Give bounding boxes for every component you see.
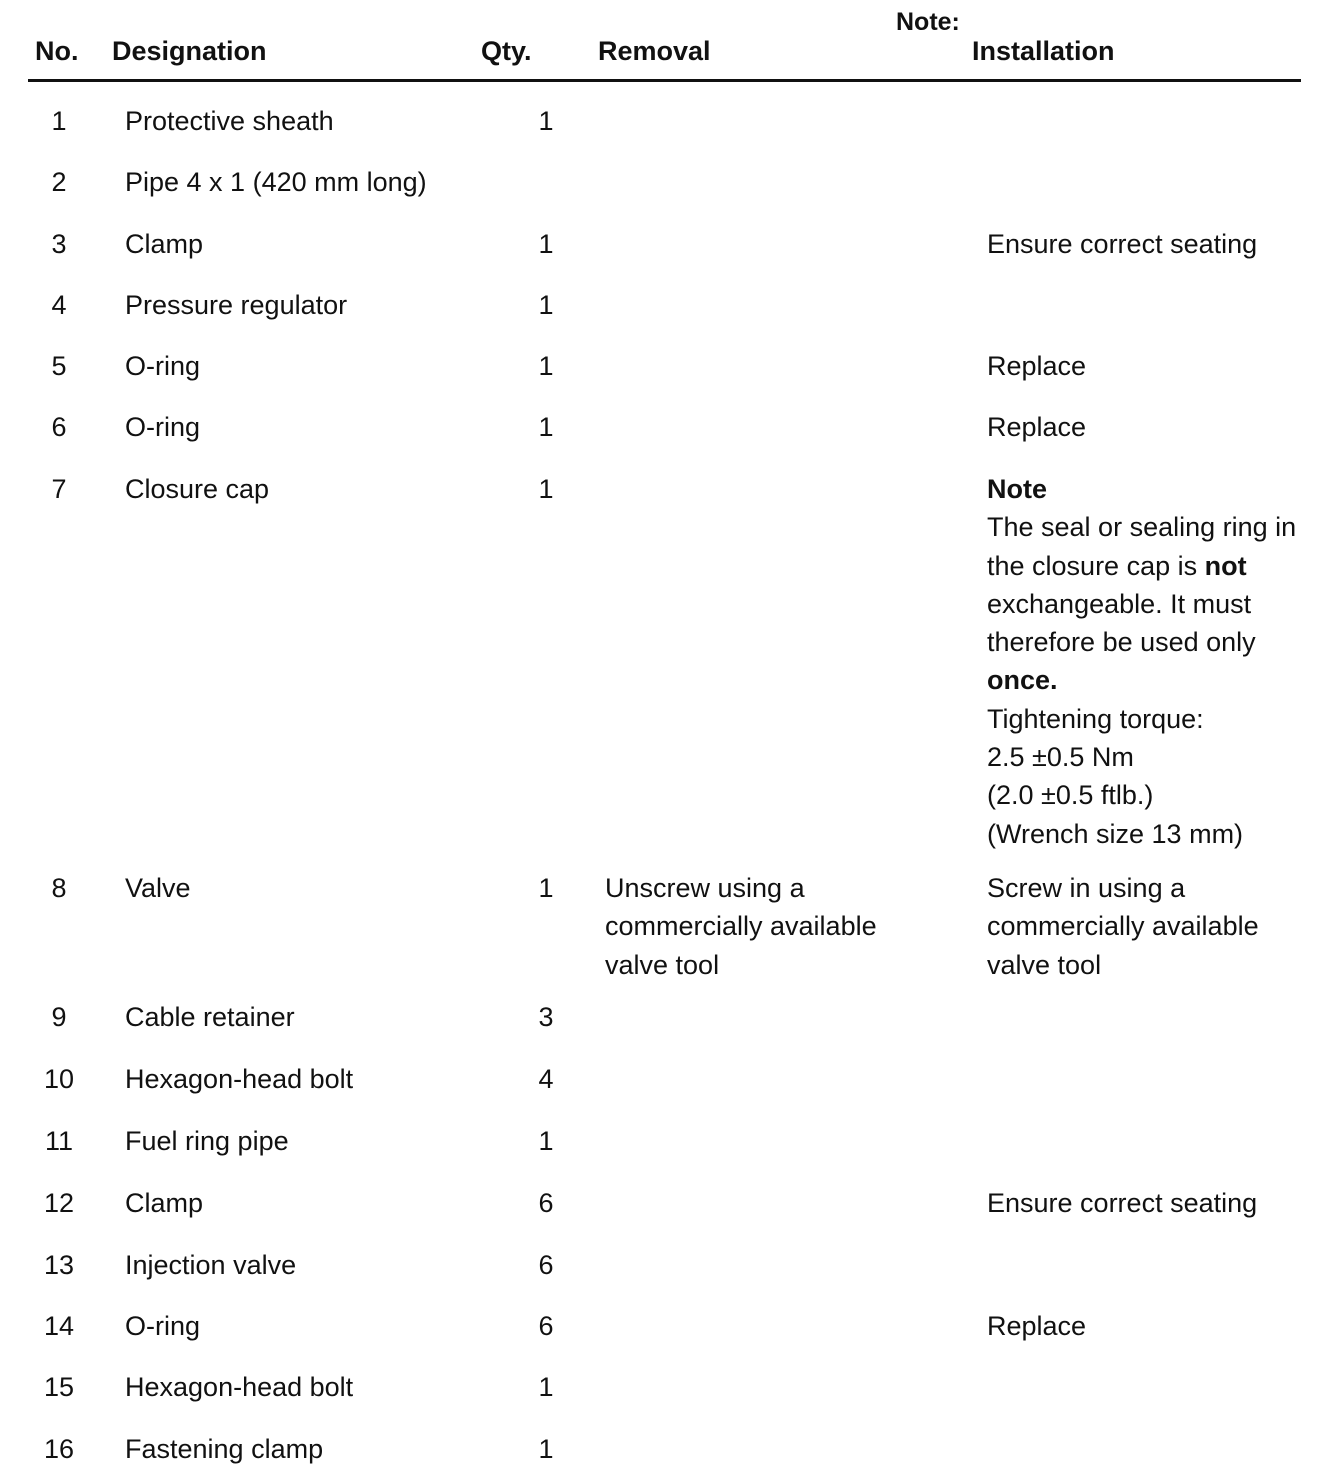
row-designation: Pressure regulator (125, 290, 348, 320)
row-designation: Cable retainer (125, 1002, 295, 1032)
row-designation: Injection valve (125, 1250, 297, 1280)
row-number: 5 (51, 351, 67, 381)
row-number: 15 (43, 1372, 75, 1402)
row-quantity: 1 (538, 229, 554, 259)
row-quantity: 1 (538, 1434, 554, 1464)
row-number: 12 (43, 1188, 75, 1218)
column-header-qty: Qty. (481, 36, 532, 66)
row-designation: Hexagon-head bolt (125, 1064, 354, 1094)
row-quantity: 1 (538, 290, 554, 320)
torque-label: Tightening torque: (987, 703, 1204, 734)
header-divider (28, 79, 1301, 82)
row-number: 14 (43, 1311, 75, 1341)
row-quantity: 6 (538, 1188, 554, 1218)
wrench-size: (Wrench size 13 mm) (987, 818, 1244, 849)
row-number: 13 (43, 1250, 75, 1280)
row-number: 16 (43, 1434, 75, 1464)
row-designation: Clamp (125, 229, 204, 259)
note-text-period: . (1050, 665, 1058, 696)
note-bold-once: once (987, 665, 1051, 696)
row-designation: Closure cap (125, 474, 270, 504)
row-number: 4 (51, 290, 67, 320)
row-designation: O-ring (125, 1311, 201, 1341)
note-text (987, 508, 1307, 699)
column-header-installation: Installation (972, 36, 1115, 66)
note-text-part: exchangeable. It must therefore be used only (987, 588, 1256, 658)
note-heading: Note (987, 474, 1047, 504)
row-quantity: 1 (538, 1372, 554, 1402)
column-header-note: Note: (896, 8, 960, 36)
row-designation: Hexagon-head bolt (125, 1372, 354, 1402)
row-number: 1 (51, 106, 67, 136)
column-header-no: No. (35, 36, 79, 66)
row-quantity: 1 (538, 106, 554, 136)
torque-ftlb: (2.0 ±0.5 ftlb.) (987, 780, 1154, 811)
row-installation: Replace (987, 351, 1087, 381)
row-designation: Fastening clamp (125, 1434, 324, 1464)
column-header-designation: Designation (112, 36, 267, 66)
row-quantity: 6 (538, 1250, 554, 1280)
row-designation: O-ring (125, 351, 201, 381)
row-quantity: 6 (538, 1311, 554, 1341)
note-text-part: The seal or sealing ring in the closure cap is (987, 512, 1297, 581)
row-installation: Screw in using a commercially available valve tool (987, 873, 1259, 980)
row-number: 6 (51, 412, 67, 442)
row-number: 11 (44, 1126, 74, 1156)
row-installation: Replace (987, 1311, 1087, 1341)
row-quantity: 1 (538, 1126, 554, 1156)
row-quantity: 1 (538, 412, 554, 442)
row-quantity: 1 (538, 351, 554, 381)
row-quantity: 3 (538, 1002, 554, 1032)
column-header-removal: Removal (598, 36, 711, 66)
row-number: 9 (51, 1002, 67, 1032)
row-number: 2 (51, 167, 67, 197)
row-number: 7 (51, 474, 67, 504)
row-installation-note (987, 470, 1307, 853)
row-installation: Ensure correct seating (987, 1188, 1258, 1218)
torque-nm: 2.5 ±0.5 Nm (987, 742, 1134, 773)
row-number: 3 (51, 229, 67, 259)
row-removal: Unscrew using a commercially available valve tool (605, 873, 877, 980)
row-designation: Clamp (125, 1188, 204, 1218)
row-designation: Valve (125, 873, 191, 903)
note-bold-not: not (1204, 550, 1247, 581)
row-installation: Replace (987, 412, 1087, 442)
row-number: 8 (51, 873, 67, 903)
row-designation: Pipe 4 x 1 (420 mm long) (125, 167, 427, 197)
row-installation: Ensure correct seating (987, 229, 1258, 259)
row-quantity: 4 (538, 1064, 554, 1094)
row-quantity: 1 (538, 474, 554, 504)
row-designation: Protective sheath (125, 106, 334, 136)
row-quantity: 1 (538, 873, 554, 903)
row-designation: Fuel ring pipe (125, 1126, 289, 1156)
row-designation: O-ring (125, 412, 201, 442)
row-number: 10 (43, 1064, 75, 1094)
